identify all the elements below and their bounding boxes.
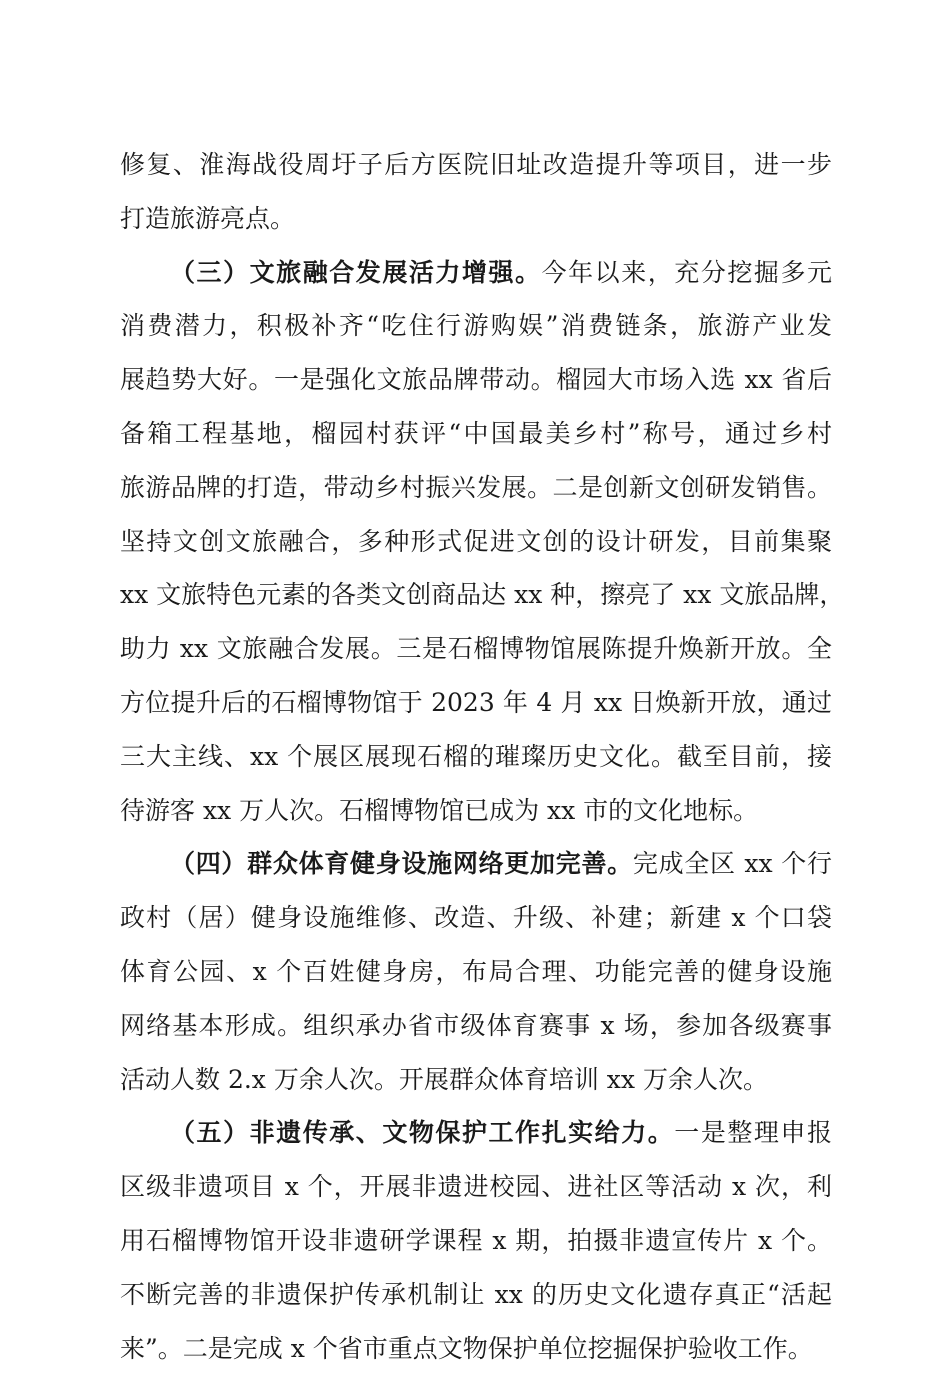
- paragraph-line: 备箱工程基地，榴园村获评“中国最美乡村”称号，通过乡村: [120, 418, 832, 448]
- document-body: [120, 138, 845, 1375]
- paragraph-line: 区级非遗项目 x 个，开展非遗进校园、进社区等活动 x 次，利: [120, 1172, 832, 1202]
- paragraph-line: 坚持文创文旅融合，多种形式促进文创的设计研发，目前集聚: [120, 526, 832, 556]
- paragraph-text: 一是整理申报: [674, 1118, 832, 1148]
- paragraph-line: [120, 1106, 832, 1160]
- section-heading-5: （五）非遗传承、文物保护工作扎实给力。: [170, 1118, 675, 1148]
- paragraph-line: 旅游品牌的打造，带动乡村振兴发展。二是创新文创研发销售。: [120, 472, 832, 502]
- paragraph-text: 完成全区 xx 个行: [632, 849, 832, 879]
- paragraph-line: 不断完善的非遗保护传承机制让 xx 的历史文化遗存真正“活起: [120, 1279, 832, 1309]
- section-heading-4: （四）群众体育健身设施网络更加完善。: [170, 849, 633, 879]
- paragraph-line: 来”。二是完成 x 个省市重点文物保护单位挖掘保护验收工作。: [120, 1333, 813, 1363]
- paragraph-line: 助力 xx 文旅融合发展。三是石榴博物馆展陈提升焕新开放。全: [120, 634, 832, 664]
- paragraph-line: 用石榴博物馆开设非遗研学课程 x 期，拍摄非遗宣传片 x 个。: [120, 1225, 832, 1255]
- paragraph-line: 修复、淮海战役周圩子后方医院旧址改造提升等项目，进一步: [120, 150, 832, 179]
- paragraph-line: 活动人数 2.x 万余人次。开展群众体育培训 xx 万余人次。: [120, 1064, 768, 1094]
- paragraph-line: 展趋势大好。一是强化文旅品牌带动。榴园大市场入选 xx 省后: [120, 365, 832, 395]
- paragraph-line: 消费潜力，积极补齐“吃住行游购娱”消费链条，旅游产业发: [120, 311, 832, 341]
- paragraph-line: 打造旅游亮点。: [120, 203, 296, 233]
- paragraph-line: xx 文旅特色元素的各类文创商品达 xx 种，擦亮了 xx 文旅品牌，: [120, 580, 845, 610]
- paragraph-line: 政村（居）健身设施维修、改造、升级、补建；新建 x 个口袋: [120, 903, 832, 933]
- paragraph-line: 待游客 xx 万人次。石榴博物馆已成为 xx 市的文化地标。: [120, 795, 759, 825]
- paragraph-text: 今年以来，充分挖掘多元: [541, 257, 832, 287]
- paragraph-line: 方位提升后的石榴博物馆于 2023 年 4 月 xx 日焕新开放，通过: [120, 687, 832, 717]
- paragraph-line: [120, 837, 832, 891]
- paragraph-line: 三大主线、xx 个展区展现石榴的璀璨历史文化。截至目前，接: [120, 741, 832, 771]
- paragraph-line: 体育公园、x 个百姓健身房，布局合理、功能完善的健身设施: [120, 956, 832, 986]
- paragraph-line: [120, 246, 832, 300]
- section-heading-3: （三）文旅融合发展活力增强。: [170, 257, 542, 287]
- paragraph-line: 网络基本形成。组织承办省市级体育赛事 x 场，参加各级赛事: [120, 1010, 832, 1040]
